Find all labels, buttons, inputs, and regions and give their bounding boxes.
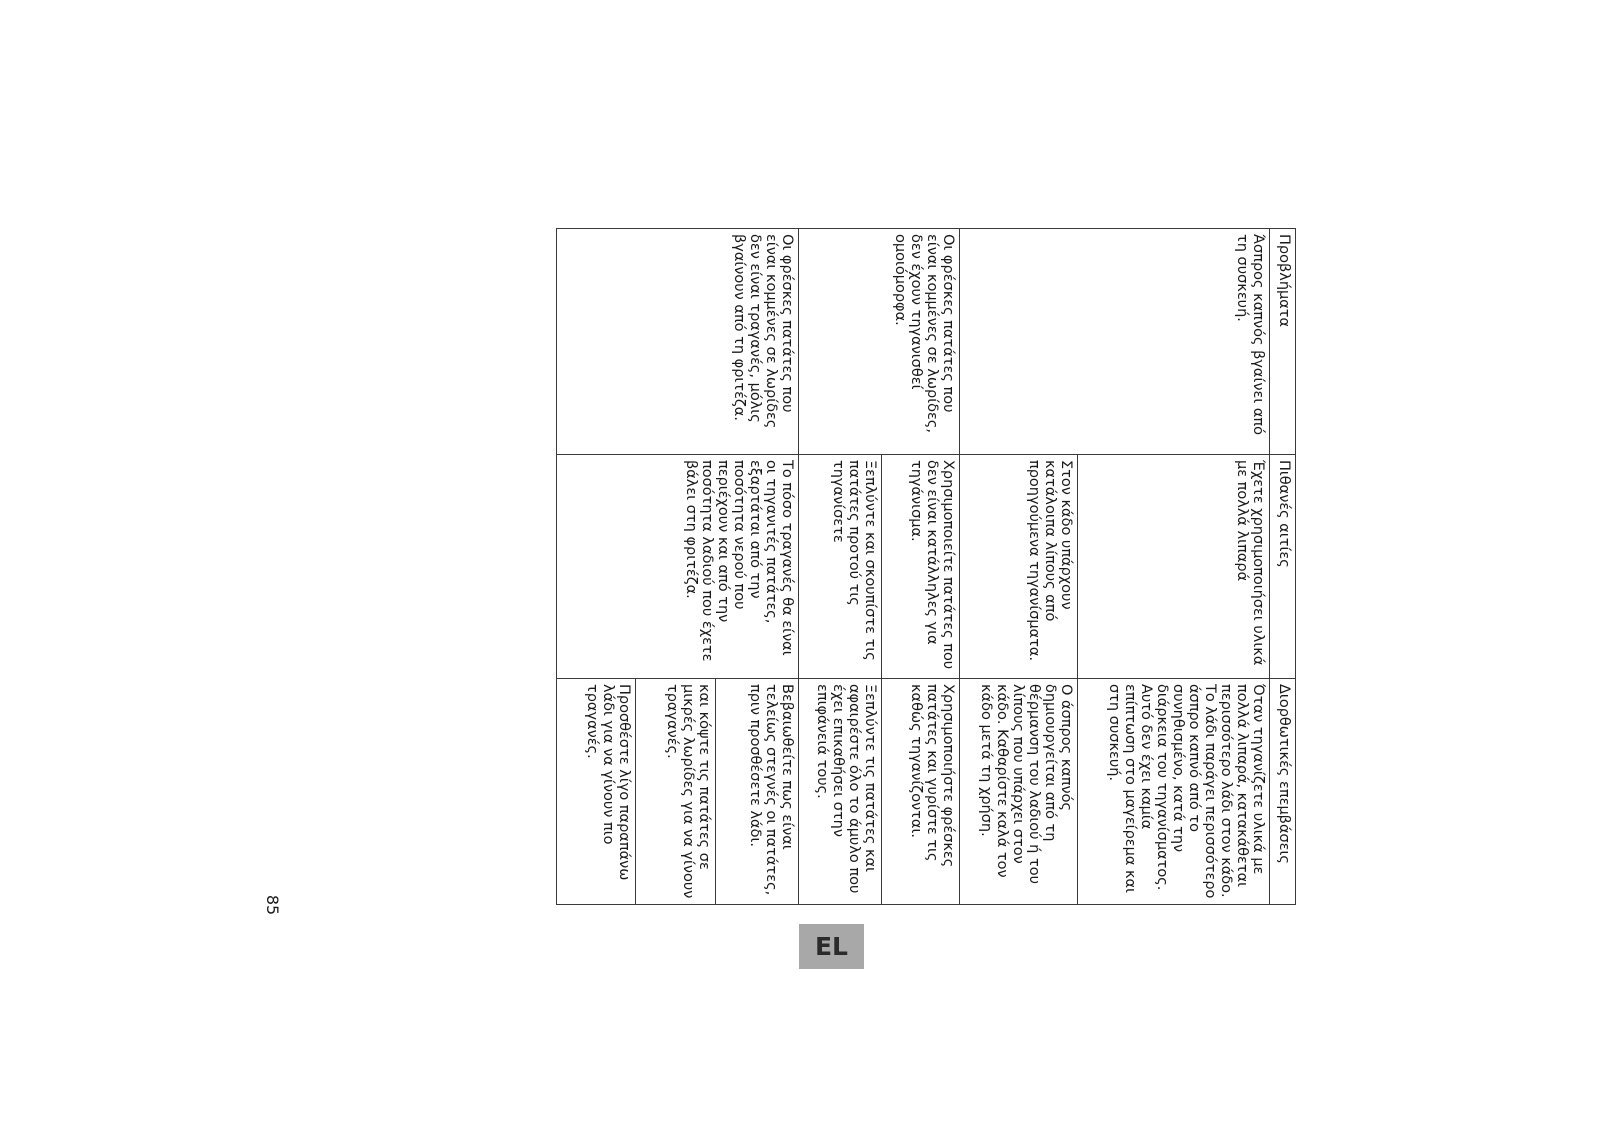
remedy-cell: Όταν τηγανίζετε υλικά με πολλά λιπαρά, κατακάθεται περισσότερο λάδι στον κάδο. Το λάδι παράγει περισσότερο άσπρο καπνό από το συνηθισμένο, κατά την διάρκεια του τηγανίσματος. Αυτό δεν έχει καμία επίπτωση στο μαγείρεμα και στη συσκευή. [1078, 679, 1269, 905]
cause-cell: Στον κάδο υπάρχουν κατάλοιπα λίπους από προηγούμενα τηγανίσματα. [960, 455, 1078, 679]
page-number: 85 [263, 894, 282, 916]
troubleshooting-table [556, 228, 1296, 905]
remedy-cell: Ξεπλύντε τις πατάτες και αφαιρέστε όλο το άμυλο που έχει επικαθήσει στην επιφάνειά τους. [798, 679, 882, 905]
cause-cell: Χρησιμοποιείτε πατάτες που δεν είναι κατάλληλες για τηγάνισμα. [882, 455, 960, 679]
troubleshooting-table-container [556, 228, 1296, 904]
cause-cell: Το πόσο τραγανές θα είναι οι τηγανιτές πατάτες, εξαρτάται από την ποσότητα νερού που περιέχουν και από την ποσότητα λαδιού που έχετε βάλει στη φριτέζα. [557, 455, 799, 679]
remedy-cell: και κόψτε τις πατάτες σε μικρές λωρίδες για να γίνουν τραγανές. [636, 679, 716, 905]
problem-cell: Άσπρος καπνός βγαίνει από τη συσκευή. [960, 229, 1269, 455]
table-row [716, 229, 798, 905]
cause-cell: Έχετε χρησιμοποιήσει υλικά με πολλά λιπαρά [1078, 455, 1269, 679]
language-badge: EL [799, 924, 864, 969]
problem-cell: Οι φρέσκες πατάτες που είναι κομμένες σε λωρίδες δεν είναι τραγανές, μόλις βγαίνουν από τη φριτέζα. [557, 229, 799, 455]
problem-cell: Οι φρέσκες πατάτες που είναι κομμένες σε λωρίδες, δεν έχουν τηγανισθεί ομοιόμορφα. [798, 229, 960, 455]
table-row [1078, 229, 1269, 905]
table-row [882, 229, 960, 905]
header-problems: Προβλήματα [1269, 229, 1295, 455]
header-remedies: Διορθωτικές επεμβάσεις [1269, 679, 1295, 905]
cause-cell: Ξεπλύντε και σκουπίστε τις πατάτες προτού τις τηγανίσετε [798, 455, 882, 679]
header-causes: Πιθανές αιτίες [1269, 455, 1295, 679]
table-header-row [1269, 229, 1295, 905]
remedy-cell: Χρησιμοποιήστε φρέσκες πατάτες και γυρίστε τις καθώς τηγανίζονται. [882, 679, 960, 905]
remedy-cell: Ο άσπρος καπνός δημιουργείται από τη θέρμανση του λαδιού ή του λίπους που υπάρχει στον κάδο. Καθαρίστε καλά τον κάδο μετά τη χρήση. [960, 679, 1078, 905]
remedy-cell: Προσθέστε λίγο παραπάνω λάδι για να γίνουν πιο τραγανές. [557, 679, 636, 905]
remedy-cell: Βεβαιωθείτε πως είναι τελείως στεγνές οι πατάτες, πριν προσθέσετε λάδι. [716, 679, 798, 905]
